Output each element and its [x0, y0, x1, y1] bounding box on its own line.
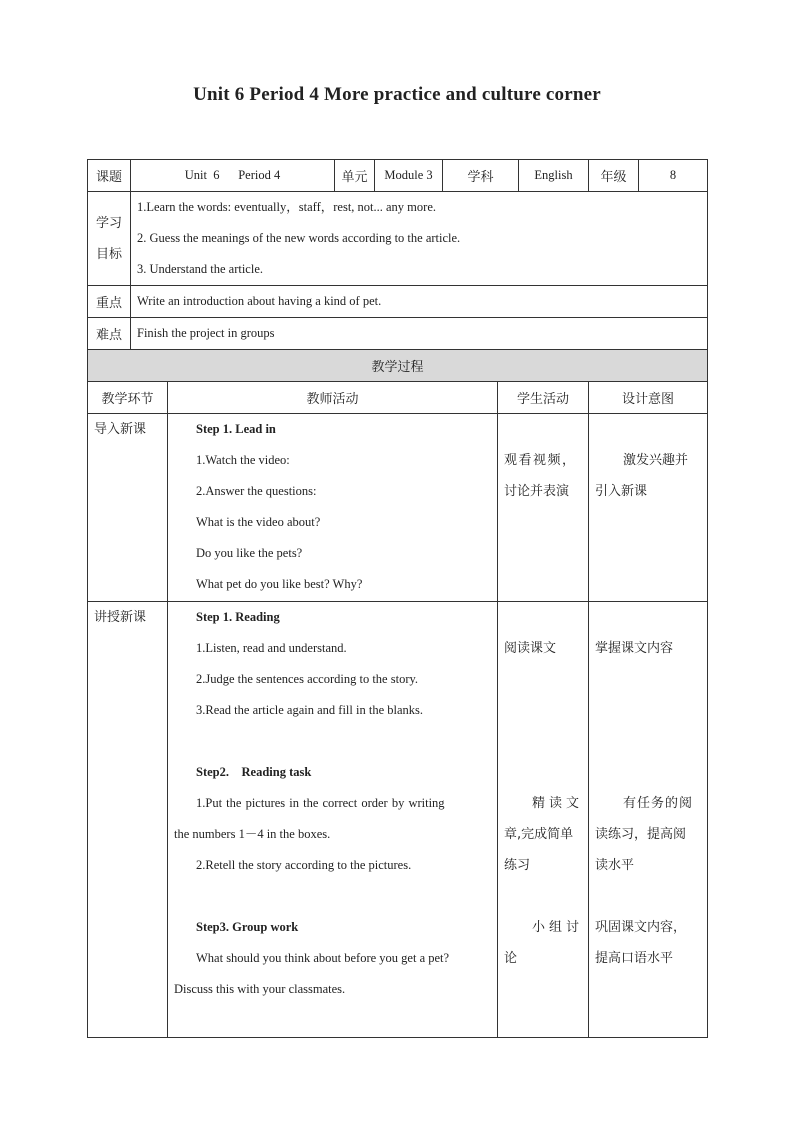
teach-step1-line: 2.Judge the sentences according to the story. — [196, 672, 419, 686]
teach-step3-title: Step3. Group work — [196, 920, 299, 934]
teach-step2-line: 2.Retell the story according to the pictures. — [196, 858, 412, 872]
teach-step3-student-line: 论 — [504, 951, 518, 966]
intro-line: What pet do you like best? Why? — [196, 577, 363, 591]
objective-item: 1.Learn the words: eventually，staff，rest, not... any more. — [137, 200, 436, 214]
intro-intent-line: 引入新课 — [595, 484, 648, 499]
teach-step2-line: 1.Put the pictures in the correct order by writing — [196, 796, 445, 810]
lesson-info-table — [87, 159, 708, 350]
intro-line: What is the video about? — [196, 515, 321, 529]
intro-design-intent — [589, 414, 708, 602]
objectives-label — [88, 192, 131, 286]
subject-label: 学科 — [443, 160, 519, 192]
teach-step1-student: 阅读课文 — [504, 641, 557, 656]
teach-step1-title: Step 1. Reading — [196, 610, 280, 624]
intro-stage-label: 导入新课 — [94, 422, 147, 437]
objectives-list — [131, 192, 708, 286]
grade-label: 年级 — [589, 160, 639, 192]
column-teacher: 教师活动 — [168, 382, 498, 414]
teach-step2-intent-line: 有任务的阅 — [623, 796, 694, 811]
teach-step3-intent-line: 提高口语水平 — [595, 951, 674, 966]
grade-value: 8 — [639, 160, 708, 192]
teach-stage-label: 讲授新课 — [94, 610, 147, 625]
unit-value: Module 3 — [375, 160, 443, 192]
unit-label: 单元 — [335, 160, 375, 192]
teach-step1-line: 3.Read the article again and fill in the blanks. — [196, 703, 424, 717]
process-header: 教学过程 — [88, 350, 708, 382]
course-label: 课题 — [88, 160, 131, 192]
intro-student-line: 讨论并表演 — [504, 484, 570, 499]
intro-student-line: 观看视频， — [504, 453, 577, 468]
teach-step2-intent-line: 读水平 — [595, 858, 635, 873]
teach-step2-student-line: 精读文 — [532, 796, 584, 811]
objectives-label-line: 目标 — [95, 246, 122, 262]
teach-student-activity — [498, 602, 589, 1038]
intro-stage — [88, 414, 168, 602]
course-value: Unit 6 Period 4 — [131, 160, 335, 192]
difficult-point-value: Finish the project in groups — [131, 318, 708, 350]
intro-student-activity — [498, 414, 589, 602]
teach-step2-line: the numbers 1－4 in the boxes. — [174, 827, 331, 841]
intro-step-title: Step 1. Lead in — [196, 422, 276, 436]
key-point-label: 重点 — [88, 286, 131, 318]
intro-line: 2.Answer the questions: — [196, 484, 317, 498]
teach-step1-intent: 掌握课文内容 — [595, 641, 674, 656]
objective-item: 3. Understand the article. — [137, 262, 263, 276]
column-intent: 设计意图 — [589, 382, 708, 414]
teach-teacher-activity — [168, 602, 498, 1038]
teach-design-intent — [589, 602, 708, 1038]
teach-step2-student-line: 练习 — [504, 858, 531, 873]
teaching-process-table — [87, 349, 708, 1038]
objective-item: 2. Guess the meanings of the new words according to the article. — [137, 231, 461, 245]
intro-intent-line: 激发兴趣并 — [623, 453, 689, 468]
teach-step2-title: Step2. Reading task — [196, 765, 312, 779]
column-student: 学生活动 — [498, 382, 589, 414]
teach-step1-line: 1.Listen, read and understand. — [196, 641, 347, 655]
teach-step2-intent-line: 读练习，提高阅 — [595, 827, 687, 842]
teach-step2-student-line: 章,完成简单 — [504, 827, 574, 842]
teach-step3-line: Discuss this with your classmates. — [174, 982, 346, 996]
intro-line: 1.Watch the video: — [196, 453, 290, 467]
teach-stage — [88, 602, 168, 1038]
key-point-value: Write an introduction about having a kind of pet. — [131, 286, 708, 318]
intro-line: Do you like the pets? — [196, 546, 303, 560]
objectives-label-line: 学习 — [95, 215, 122, 231]
teach-step3-student-line: 小组讨 — [532, 920, 584, 935]
subject-value: English — [519, 160, 589, 192]
teach-step3-intent-line: 巩固课文内容， — [595, 920, 687, 935]
intro-teacher-activity — [168, 414, 498, 602]
column-stage: 教学环节 — [88, 382, 168, 414]
teach-step3-line: What should you think about before you get a pet? — [196, 951, 450, 965]
difficult-point-label: 难点 — [88, 318, 131, 350]
page-title: Unit 6 Period 4 More practice and culture corner — [193, 84, 601, 105]
